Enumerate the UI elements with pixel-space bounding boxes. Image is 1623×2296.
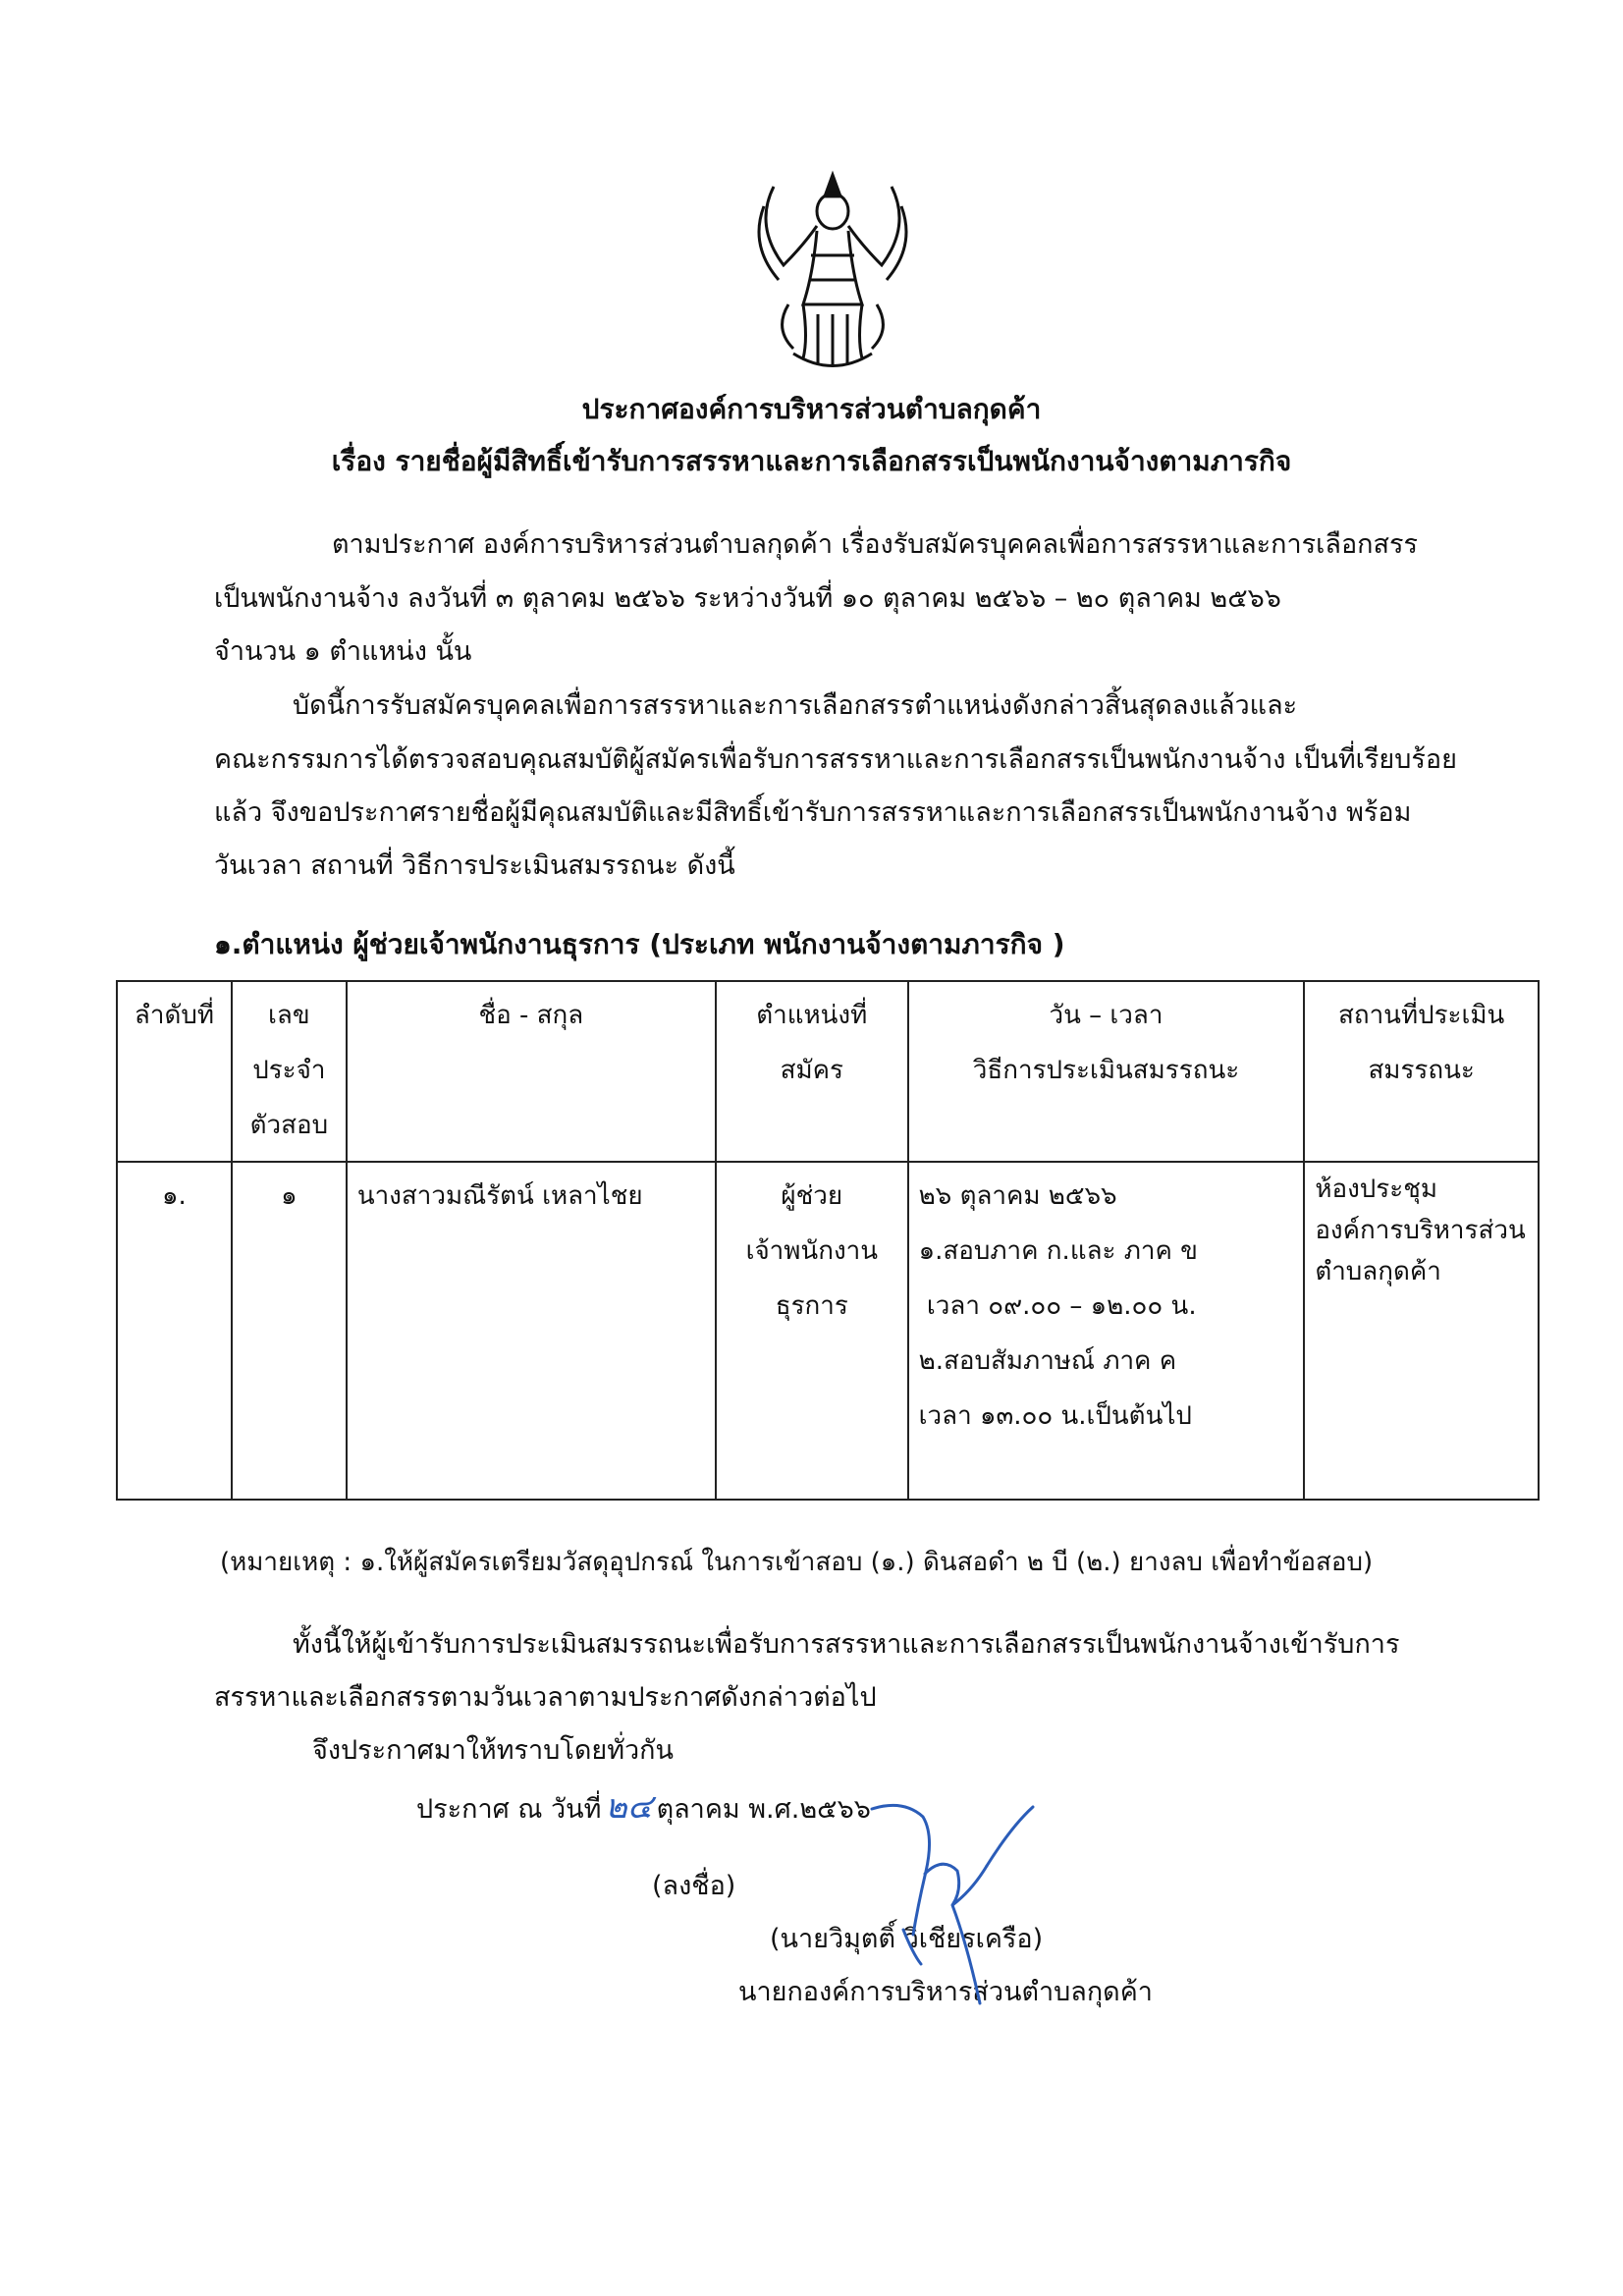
paragraph-1-line-1: ตามประกาศ องค์การบริหารส่วนตำบลกุดค้า เรื่องรับสมัครบุคคลเพื่อการสรรหาและการเลือกสรร <box>332 529 1418 560</box>
header-order: ลำดับที่ <box>117 981 232 1162</box>
note: (หมายเหตุ : ๑.ให้ผู้สมัครเตรียมวัสดุอุปกรณ์ ในการเข้าสอบ (๑.) ดินสอดำ ๒ บี (๒.) ยางลบ เพื่อทำข้อสอบ) <box>220 1548 1374 1577</box>
cell-venue: ห้องประชุม องค์การบริหารส่วน ตำบลกุดค้า <box>1304 1162 1539 1500</box>
paragraph-1-line-2: เป็นพนักงานจ้าง ลงวันที่ ๓ ตุลาคม ๒๕๖๖ ระหว่างวันที่ ๑๐ ตุลาคม ๒๕๖๖ – ๒๐ ตุลาคม ๒๕๖๖ <box>214 583 1281 614</box>
header-name: ชื่อ - สกุล <box>347 981 716 1162</box>
date-day-handwritten: ๒๔ <box>605 1787 653 1827</box>
cell-schedule: ๒๖ ตุลาคม ๒๕๖๖ ๑.สอบภาค ก.และ ภาค ข เวลา ๐๙.๐๐ – ๑๒.๐๐ น. ๒.สอบสัมภาษณ์ ภาค ค เวลา ๑๓.๐๐ น.เป็นต้นไป <box>908 1162 1305 1500</box>
announce-line: จึงประกาศมาให้ทราบโดยทั่วกัน <box>312 1735 674 1766</box>
announcement-subject: เรื่อง รายชื่อผู้มีสิทธิ์เข้ารับการสรรหาและการเลือกสรรเป็นพนักงานจ้างตามภารกิจ <box>331 445 1292 477</box>
paragraph-3-line-1: ทั้งนี้ให้ผู้เข้ารับการประเมินสมรรถนะเพื่อรับการสรรหาและการเลือกสรรเป็นพนักงานจ้างเข้ารับการ <box>293 1629 1400 1660</box>
paragraph-2-line-2: คณะกรรมการได้ตรวจสอบคุณสมบัติผู้สมัครเพื่อรับการสรรหาและการเลือกสรรเป็นพนักงานจ้าง เป็นที่เรียบร้อย <box>214 744 1457 775</box>
cell-position: ผู้ช่วย เจ้าพนักงาน ธุรการ <box>716 1162 908 1500</box>
announcement-title: ประกาศองค์การบริหารส่วนตำบลกุดค้า <box>581 393 1042 425</box>
header-schedule: วัน – เวลา วิธีการประเมินสมรรถนะ <box>908 981 1305 1162</box>
signer-name: (นายวิมุตติ์ วิเชียรเครือ) <box>770 1924 1044 1954</box>
paragraph-1-line-3: จำนวน ๑ ตำแหน่ง นั้น <box>214 636 472 667</box>
cell-order: ๑. <box>117 1162 232 1500</box>
cell-name: นางสาวมณีรัตน์ เหลาไชย <box>347 1162 716 1500</box>
paragraph-2-line-1: บัดนี้การรับสมัครบุคคลเพื่อการสรรหาและการเลือกสรรตำแหน่งดังกล่าวสิ้นสุดลงแล้วและ <box>293 690 1298 721</box>
date-suffix: ตุลาคม พ.ศ.๒๕๖๖ <box>656 1794 871 1825</box>
signed-label: (ลงชื่อ) <box>652 1871 736 1901</box>
date-prefix: ประกาศ ณ วันที่ <box>416 1794 602 1825</box>
header-exam-number: เลข ประจำ ตัวสอบ <box>232 981 347 1162</box>
table-row <box>117 1162 1539 1500</box>
header-position: ตำแหน่งที่ สมัคร <box>716 981 908 1162</box>
paragraph-2-line-4: วันเวลา สถานที่ วิธีการประเมินสมรรถนะ ดังนี้ <box>214 850 735 881</box>
header-venue: สถานที่ประเมิน สมรรถนะ <box>1304 981 1539 1162</box>
candidate-table <box>116 980 1540 1501</box>
garuda-emblem-icon <box>734 157 931 373</box>
signature-icon <box>864 1797 1060 2023</box>
paragraph-3-line-2: สรรหาและเลือกสรรตามวันเวลาตามประกาศดังกล่าวต่อไป <box>214 1682 877 1713</box>
table-header-row <box>117 981 1539 1162</box>
signer-title: นายกองค์การบริหารส่วนตำบลกุดค้า <box>738 1977 1153 2007</box>
paragraph-2-line-3: แล้ว จึงขอประกาศรายชื่อผู้มีคุณสมบัติและมีสิทธิ์เข้ารับการสรรหาและการเลือกสรรเป็นพนักงานจ้าง พร้อม <box>214 797 1412 828</box>
section-heading: ๑.ตำแหน่ง ผู้ช่วยเจ้าพนักงานธุรการ (ประเภท พนักงานจ้างตามภารกิจ ) <box>214 928 1065 960</box>
date-line <box>416 1779 871 1832</box>
cell-exam-number: ๑ <box>232 1162 347 1500</box>
